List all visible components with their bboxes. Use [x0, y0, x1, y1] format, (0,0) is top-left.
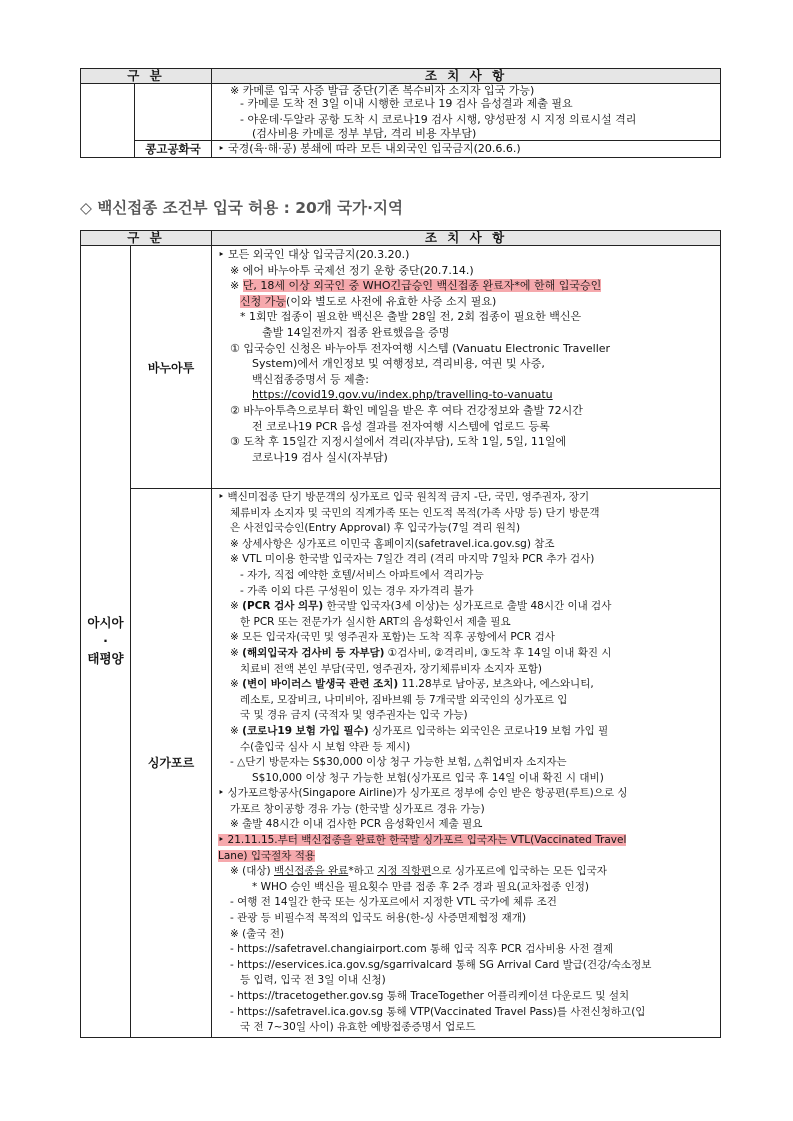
table2-header-category: 구 분 [81, 231, 212, 246]
text-line [218, 833, 714, 849]
text-line: ③ 도착 후 15일간 지정시설에서 격리(자부담), 도착 1일, 5일, 11일에 [230, 435, 567, 449]
singapore-measures [212, 489, 721, 1038]
text-line: * WHO 승인 백신을 필요횟수 만큼 접종 후 2주 경과 필요(교차접종 인정) [252, 880, 589, 893]
text-line: ‣ 백신미접종 단기 방문객의 싱가포르 입국 원칙적 금지 -단, 국민, 영주권자, 장기 [218, 491, 590, 503]
text-line: 전 코로나19 PCR 음성 결과를 전자여행 시스템에 업로드 등록 [252, 419, 550, 433]
text-line [218, 294, 714, 310]
text-line: 체류비자 소지자 및 국민의 직계가족 또는 인도적 목적(가족 사망 등) 단기 방문객 [230, 506, 600, 519]
underlined-text: 백신접종을 완료 [273, 865, 349, 878]
text-line: - https://safetravel.ica.gov.sg 통해 VTP(Vaccinated Travel Pass)를 사전신청하고(입 [230, 1005, 646, 1018]
text-line: 수(출입국 심사 시 보험 약관 등 제시) [240, 740, 411, 753]
congo-country-label: 콩고공화국 [135, 141, 212, 158]
bold-text: (해외입국자 검사비 등 자부담) [242, 646, 385, 659]
text-line: ※ 상세사항은 싱가포르 이민국 홈페이지(safetravel.ica.gov.sg) 참조 [230, 537, 555, 550]
text-line: - 야운데·두알라 공항 도착 시 코로나19 검사 시행, 양성판정 시 지정 의료시설 격리 [240, 112, 637, 126]
text-span: 으로 싱가포르에 입국하는 모든 입국자 [431, 865, 607, 878]
table2-header-measure: 조 치 사 항 [212, 231, 721, 246]
text-line: ※ 모든 입국자(국민 및 영주권자 포함)는 도착 직후 공항에서 PCR 검사 [230, 631, 555, 644]
text-span: ※ (대상) [230, 865, 274, 878]
text-span: (이와 별도로 사전에 유효한 사증 소지 필요) [286, 294, 497, 308]
text-span: 한국발 입국자(3세 이상)는 싱가포르로 출발 48시간 이내 검사 [323, 600, 612, 613]
text-line: * 1회만 접종이 필요한 백신은 출발 28일 전, 2회 접종이 필요한 백신은 [240, 310, 582, 324]
text-line: 백신접종증명서 등 제출: [252, 372, 369, 386]
table1-cameroon-country-cell [135, 84, 212, 141]
vanuatu-travel-link[interactable]: https://covid19.gov.vu/index.php/travelling-to-vanuatu [252, 388, 553, 402]
region-label-line: 태평양 [87, 651, 124, 667]
text-line: 등 입력, 입국 전 3일 이내 신청) [240, 974, 386, 987]
text-line [218, 849, 714, 865]
text-line: - https://safetravel.changiairport.com 통해 입국 직후 PCR 검사비용 사전 결제 [230, 943, 614, 956]
region-label-line: 아시아 [87, 615, 124, 631]
cameroon-congo-table [80, 68, 721, 158]
text-line [218, 864, 714, 880]
highlighted-text: ‣ 21.11.15.부터 백신접종을 완료한 한국발 싱가포르 입국자는 VTL(Vaccinated Travel [218, 834, 627, 847]
text-line: ※ (출국 전) [230, 927, 285, 940]
text-line [218, 646, 714, 662]
text-line: System)에서 개인정보 및 여행정보, 격리비용, 여권 및 사증, [252, 357, 545, 371]
text-line: 은 사전입국승인(Entry Approval) 후 입국가능(7일 격리 원칙) [230, 522, 521, 535]
text-line: ② 바누아투측으로부터 확인 메일을 받은 후 여타 건강정보와 출발 72시간 [230, 403, 583, 417]
highlighted-text: 신청 가능 [240, 294, 287, 308]
text-span: 싱가포르 입국하는 외국인은 코로나19 보험 가입 필 [368, 724, 609, 737]
text-line: - △단기 방문자는 S$30,000 이상 청구 가능한 보험, △취업비자 소지자는 [230, 756, 567, 769]
text-span: ※ [230, 646, 243, 659]
table1-region-cell [81, 84, 135, 158]
text-line: (검사비용 카메룬 정부 부담, 격리 비용 자부담) [252, 127, 477, 140]
text-line: ‣ 모든 외국인 대상 입국금지(20.3.20.) [218, 248, 410, 261]
text-line: ‣ 국경(육·해·공) 봉쇄에 따라 모든 내외국인 입국금지(20.6.6.) [218, 142, 521, 156]
vaccination-entry-table [80, 230, 721, 1038]
text-line: 가포르 창이공항 경유 가능 (한국발 싱가포르 경유 가능) [230, 802, 485, 815]
table1-cameroon-measures [212, 84, 721, 141]
vanuatu-measures [212, 246, 721, 489]
text-line [218, 724, 714, 740]
region-label-line: · [103, 633, 108, 649]
congo-measure [212, 141, 721, 158]
text-line [218, 677, 714, 693]
text-line: 한 PCR 또는 전문가가 실시한 ART의 음성확인서 제출 필요 [240, 615, 511, 628]
bold-text: (코로나19 보험 가입 필수) [242, 724, 369, 737]
table1-header-category: 구 분 [81, 69, 212, 84]
underlined-text: 지정 직항편 [377, 865, 432, 878]
text-line [218, 599, 714, 615]
text-line: - 관광 등 비필수적 목적의 입국도 허용(한-싱 사증면제협정 재개) [230, 912, 527, 925]
country-singapore: 싱가포르 [131, 489, 212, 1038]
text-line: 레소토, 모잠비크, 나미비아, 짐바브웨 등 7개국발 외국인의 싱가포르 입 [240, 693, 568, 706]
text-line: ※ VTL 미이용 한국발 입국자는 7일간 격리 (격리 마지막 7일차 PCR 추가 검사) [230, 553, 595, 566]
text-line: - 자가, 직접 예약한 호텔/서비스 아파트에서 격리가능 [240, 568, 484, 581]
text-span: ※ [230, 678, 243, 691]
text-span: ※ [230, 724, 243, 737]
text-line: - 카메룬 도착 전 3일 이내 시행한 코로나 19 검사 음성결과 제출 필요 [240, 97, 573, 110]
region-asia-pacific [81, 246, 131, 1038]
text-line: 치료비 전액 본인 부담(국민, 영주권자, 장기체류비자 소지자 포함) [240, 662, 542, 675]
highlighted-text: 단, 18세 이상 외국인 중 WHO긴급승인 백신접종 완료자*에 한해 입국승인 [242, 279, 602, 293]
text-span: *하고 [348, 865, 378, 878]
text-line: ※ 카메룬 입국 사증 발급 중단(기존 복수비자 소지자 입국 가능) [230, 84, 535, 96]
text-line: ※ 출발 48시간 이내 검사한 PCR 음성확인서 제출 필요 [230, 818, 483, 831]
country-vanuatu: 바누아투 [131, 246, 212, 489]
section-heading: ◇ 백신접종 조건부 입국 허용 : 20개 국가·지역 [80, 199, 403, 217]
text-line: 출발 14일전까지 접종 완료했음을 증명 [262, 325, 450, 339]
text-line: - https://tracetogether.gov.sg 통해 TraceTogether 어플리케이션 다운로드 및 설치 [230, 990, 630, 1002]
bold-text: (변이 바이러스 발생국 관련 조치) [242, 678, 399, 691]
text-line [218, 278, 714, 294]
bold-text: (PCR 검사 의무) [242, 600, 324, 613]
text-line: ‣ 싱가포르항공사(Singapore Airline)가 싱가포르 정부에 승인 받은 항공편(루트)으로 싱 [218, 787, 628, 800]
text-line: S$10,000 이상 청구 가능한 보험(싱가포르 입국 후 14일 이내 확진 시 대비) [252, 771, 604, 784]
highlighted-text: Lane) 입국절차 적용 [218, 849, 316, 862]
text-span: ①검사비, ②격리비, ③도착 후 14일 이내 확진 시 [384, 646, 612, 659]
text-line: ① 입국승인 신청은 바누아투 전자여행 시스템 (Vanuatu Electronic Traveller [230, 341, 611, 355]
table1-header-measure: 조 치 사 항 [212, 69, 721, 84]
text-line: 국 전 7~30일 사이) 유효한 예방접종증명서 업로드 [240, 1021, 476, 1034]
text-line: - 가족 이외 다른 구성원이 있는 경우 자가격리 불가 [240, 584, 474, 597]
text-span: ※ [230, 600, 243, 613]
text-line: 국 및 경유 금지 (국적자 및 영주권자는 입국 가능) [240, 709, 468, 722]
text-span: 11.28부로 남아공, 보츠와나, 에스와니티, [398, 678, 594, 691]
text-span: ※ [230, 279, 243, 293]
text-line: ※ 에어 바누아투 국제선 정기 운항 중단(20.7.14.) [230, 263, 474, 277]
text-line: 코로나19 검사 실시(자부담) [252, 450, 388, 464]
text-line: - 여행 전 14일간 한국 또는 싱가포르에서 지정한 VTL 국가에 체류 조건 [230, 896, 557, 909]
text-line: - https://eservices.ica.gov.sg/sgarrivalcard 통해 SG Arrival Card 발급(건강/숙소정보 [230, 958, 652, 971]
